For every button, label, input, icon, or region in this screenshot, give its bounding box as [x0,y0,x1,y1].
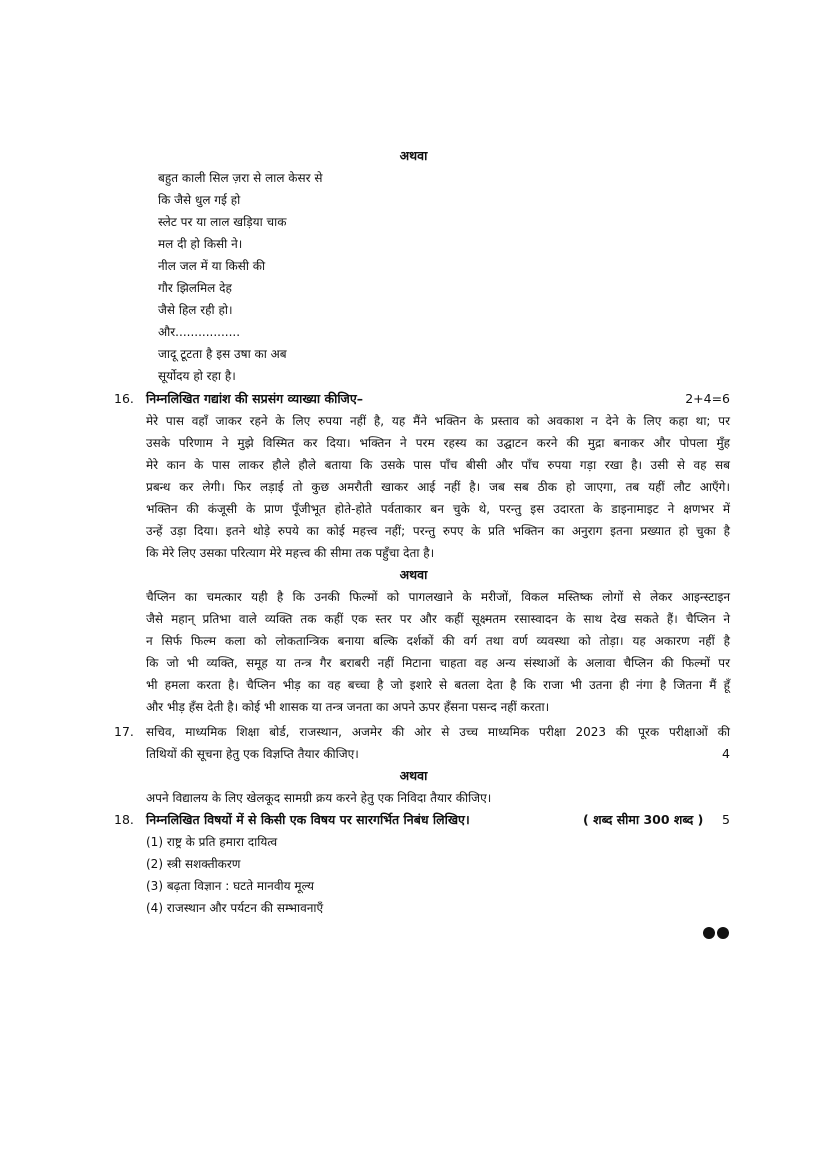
q16-para2-line-6: और भीड़ हँस देती है। कोई भी शासक या तन्त्र जनता का अपने ऊपर हँसना पसन्द नहीं करता। [146,700,550,714]
poem-line-3: स्लेट पर या लाल खड़िया चाक [158,215,287,229]
q16-para2-line-5: भी हमला करता है। चैप्लिन भीड़ का वह बच्चा है जो इशारे से बतला देता है कि राजा भी उतना ही नंगा है जितना मैं हूँ [146,678,730,692]
athva-heading-q17: अथवा [399,768,428,783]
q16-marks: 2+4=6 [685,391,730,406]
dot-icon [703,927,715,939]
q16-para1-line-4: प्रबन्ध कर लेगी। फिर लड़ाई तो कुछ अमरौती खाकर आई नहीं है। जब सब ठीक हो जाएगा, तब यहीं लौट आएँगे। [146,480,730,494]
q18-option-2: (2) स्त्री सशक्तीकरण [146,857,241,871]
q18-option-4: (4) राजस्थान और पर्यटन की सम्भावनाएँ [146,901,324,915]
poem-line-9: जादू टूटता है इस उषा का अब [158,347,287,361]
poem-line-6: गौर झिलमिल देह [158,281,232,295]
q17-alt: अपने विद्यालय के लिए खेलकूद सामग्री क्रय करने हेतु एक निविदा तैयार कीजिए। [146,791,492,805]
poem-line-4: मल दी हो किसी ने। [158,237,243,251]
q18-number: 18. [114,812,134,827]
q16-para1-line-7: कि मेरे लिए उसका परित्याग मेरे महत्त्व की सीमा तक पहुँचा देता है। [146,546,435,560]
q18-title: निम्नलिखित विषयों में से किसी एक विषय पर सारगर्भित निबंध लिखिए। [146,812,470,827]
athva-heading-q16: अथवा [399,567,428,582]
poem-line-7: जैसे हिल रही हो। [158,303,233,317]
q16-para1-line-6: उन्हें उड़ा दिया। इतने थोड़े रुपये का कोई महत्त्व नहीं; परन्तु रुपए के प्रति भक्तिन का अनुराग इतना प्रख्यात हो चुका है [146,524,730,538]
q16-para2-line-1: चैप्लिन का चमत्कार यही है कि उनकी फिल्मों को पागलखाने के मरीजों, विकल मस्तिष्क लोगों से लेकर आइन्स्टाइन [146,590,730,604]
poem-line-10: सूर्योदय हो रहा है। [158,369,236,383]
page-end-marker [703,924,731,943]
poem-line-1: बहुत काली सिल ज़रा से लाल केसर से [158,171,323,185]
q16-title: निम्नलिखित गद्यांश की सप्रसंग व्याख्या कीजिए– [146,391,363,406]
q18-marks: 5 [722,812,730,827]
q16-para2-line-4: कि जो भी व्यक्ति, समूह या तन्त्र गैर बराबरी नहीं मिटाना चाहता वह अन्य संस्थाओं के अलावा चैप्लिन की फिल्मों पर [146,656,730,670]
q17-line-1: सचिव, माध्यमिक शिक्षा बोर्ड, राजस्थान, अजमेर की ओर से उच्च माध्यमिक परीक्षा 2023 की पूरक परीक्षाओं की [146,725,730,739]
q16-para2-line-2: जैसे महान् प्रतिभा वाले व्यक्ति तक कहीं एक स्तर पर और कहीं सूक्ष्मतम रसास्वादन के साथ देख सकते हैं। चैप्लिन ने [146,612,730,626]
q16-number: 16. [114,391,134,406]
q16-para1-line-3: मेरे कान के पास लाकर हौले हौले बताया कि उसके पास पाँच बीसी और पाँच रुपया गड़ा रखा है। उसी से वह सब [146,458,730,472]
q18-word-limit: ( शब्द सीमा 300 शब्द ) [583,812,704,827]
poem-line-8: और................. [158,325,241,339]
q16-para1-line-1: मेरे पास वहाँ जाकर रहने के लिए रुपया नहीं है, यह मैंने भक्तिन के प्रस्ताव को अवकाश न देने के लिए कहा था; पर [146,414,730,428]
q17-number: 17. [114,724,134,739]
athva-heading-poem: अथवा [399,148,428,163]
poem-line-5: नील जल में या किसी की [158,259,266,273]
q16-para1-line-2: उसके परिणाम ने मुझे विस्मित कर दिया। भक्तिन ने परम रहस्य का उद्घाटन करने की मुद्रा बनाकर और पोपला मुँह [146,436,730,450]
q18-option-1: (1) राष्ट्र के प्रति हमारा दायित्व [146,835,278,849]
q16-para2-line-3: न सिर्फ फिल्म कला को लोकतान्त्रिक बनाया बल्कि दर्शकों की वर्ग तथा वर्ण व्यवस्था को तोड़ा। यह अकारण नहीं है [146,634,730,648]
q18-option-3: (3) बढ़ता विज्ञान : घटते मानवीय मूल्य [146,879,315,893]
dot-icon [717,927,729,939]
q16-para1-line-5: भक्तिन की कंजूसी के प्राण पूँजीभूत होते-होते पर्वताकार बन चुके थे, परन्तु इस उदारता के डाइनामाइट ने क्षणभर में [146,502,730,516]
q17-marks: 4 [722,746,730,761]
q17-line-2: तिथियों की सूचना हेतु एक विज्ञप्ति तैयार कीजिए। [146,747,359,761]
poem-line-2: कि जैसे धुल गई हो [158,193,241,207]
